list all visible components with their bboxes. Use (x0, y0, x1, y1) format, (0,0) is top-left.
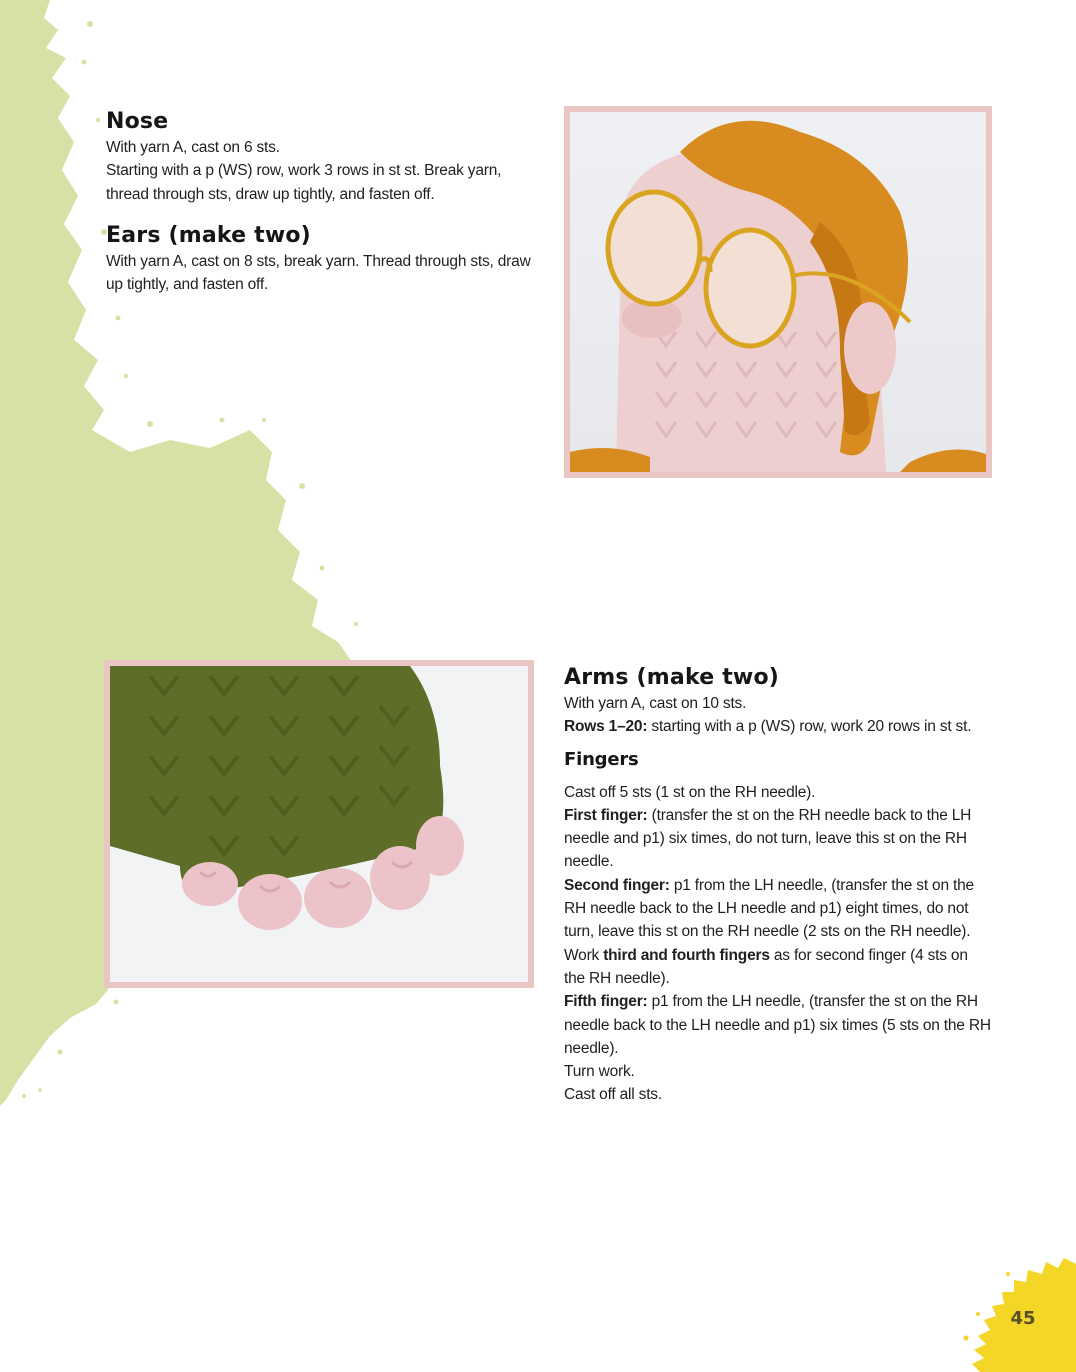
first-finger (564, 804, 992, 874)
nose-instruction-2: Starting with a p (WS) row, work 3 rows in st st. Break yarn, thread through sts, draw up tightly, and fasten off. (106, 162, 502, 203)
fifth-finger-label: Fifth finger: (564, 993, 648, 1011)
arms-fingers-section (564, 664, 992, 1107)
nose-heading: Nose (106, 109, 169, 134)
doll-head-photo (564, 106, 992, 478)
work-post: as for second finger (4 sts on the RH needle). (564, 946, 968, 987)
nose-instruction-1: With yarn A, cast on 6 sts. (106, 139, 280, 156)
first-finger-label: First finger: (564, 806, 648, 824)
second-finger (564, 874, 992, 944)
knitted-hand-photo (104, 660, 534, 988)
fingers-cast-off: Cast off 5 sts (1 st on the RH needle). (564, 783, 816, 801)
ears-heading: Ears (make two) (106, 222, 311, 248)
arms-cast-on: With yarn A, cast on 10 sts. (564, 695, 747, 712)
turn-work: Turn work. (564, 1063, 635, 1081)
arms-rows (564, 715, 992, 738)
second-finger-text: p1 from the LH needle, (transfer the st on the RH needle back to the LH needle and p1) eight times, do not turn, leave this st on the RH needle (2 sts on the RH needle). (564, 876, 974, 941)
fifth-finger (564, 990, 992, 1060)
fingers-heading: Fingers (564, 748, 639, 770)
cast-off-all: Cast off all sts. (564, 1086, 662, 1104)
fifth-finger-text: p1 from the LH needle, (transfer the st on the RH needle back to the LH needle and p1) six times (5 sts on the RH needle). (564, 993, 991, 1057)
third-fourth-fingers (564, 944, 992, 991)
third-fourth-label: third and fourth fingers (603, 946, 770, 964)
work-pre: Work (564, 946, 604, 964)
arms-rows-text: starting with a p (WS) row, work 20 rows in st st. (647, 718, 972, 736)
second-finger-label: Second finger: (564, 876, 670, 894)
page-number: 45 (1010, 1308, 1036, 1329)
arms-heading: Arms (make two) (564, 665, 780, 690)
nose-ears-section (106, 108, 546, 296)
ears-instruction: With yarn A, cast on 8 sts, break yarn. Thread through sts, draw up tightly, and fasten off. (106, 252, 531, 294)
first-finger-text: (transfer the st on the RH needle back to the LH needle and p1) six times, do not turn, leave this st on the RH needle. (564, 806, 972, 871)
arms-rows-label: Rows 1–20: (564, 718, 648, 736)
